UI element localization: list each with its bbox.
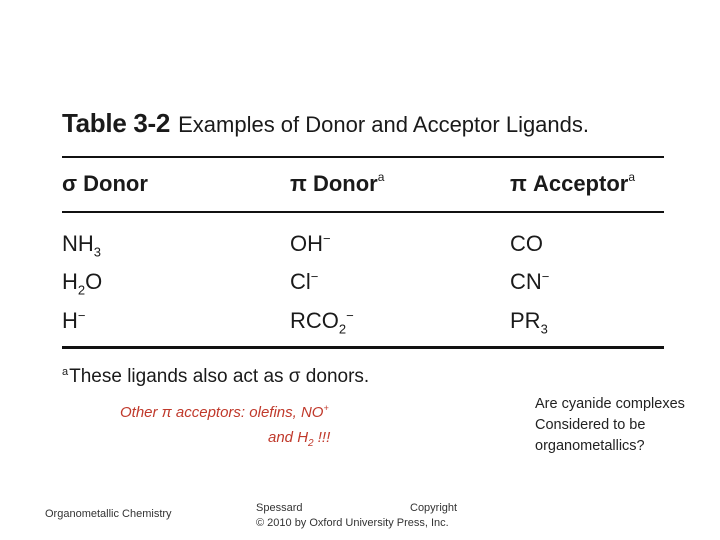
formula-charge: − — [346, 308, 354, 323]
cell-pr3 — [510, 308, 548, 336]
cell-rco2 — [290, 308, 354, 336]
footer-copyright-word: Copyright — [410, 502, 458, 514]
formula-base: RCO — [290, 308, 339, 333]
formula-subscript: 3 — [93, 244, 102, 260]
formula-base: Cl — [290, 269, 311, 294]
question-line2: Considered to be — [535, 417, 646, 433]
table-bottom-rule — [62, 346, 664, 349]
table-number: Table 3-2 — [62, 108, 171, 138]
note-subscript: 2 — [308, 438, 314, 449]
formula-rest: O — [85, 269, 103, 294]
other-acceptors-note — [120, 403, 329, 421]
footer-copyright — [256, 501, 458, 531]
cyanide-question — [535, 394, 685, 457]
table-top-rule — [62, 156, 664, 158]
formula-charge: − — [541, 269, 550, 284]
note-line2: and H — [268, 429, 309, 446]
formula-base: H — [62, 308, 78, 333]
header-label: π Acceptor — [510, 171, 629, 196]
cell-hydride — [62, 308, 85, 334]
header-footnote-mark: a — [628, 169, 636, 184]
cell-cl — [290, 269, 318, 295]
formula-base: NH — [62, 231, 94, 256]
formula-charge: − — [310, 269, 319, 284]
note-line1: Other π acceptors: olefins, NO — [120, 404, 324, 421]
formula-subscript: 2 — [77, 282, 86, 298]
formula-base: CO — [510, 231, 543, 256]
note-tail: !!! — [313, 429, 331, 446]
footnote-text: These ligands also act as σ donors. — [69, 366, 370, 387]
footer-author: Spessard — [256, 502, 303, 514]
table-caption: Examples of Donor and Acceptor Ligands. — [178, 112, 590, 137]
table-footnote — [62, 366, 369, 388]
footnote-mark: a — [62, 366, 69, 378]
cell-co — [510, 231, 543, 257]
note-charge: + — [323, 403, 329, 413]
formula-charge: − — [77, 308, 86, 323]
cell-oh — [290, 231, 331, 257]
formula-base: CN — [510, 269, 542, 294]
header-pi-acceptor — [510, 171, 635, 197]
formula-subscript: 2 — [338, 321, 347, 337]
header-label: σ Donor — [62, 171, 148, 196]
formula-subscript: 3 — [540, 321, 548, 337]
question-line3: organometallics? — [535, 438, 645, 454]
header-footnote-mark: a — [377, 169, 385, 184]
question-line1: Are cyanide complexes — [535, 396, 685, 412]
table-title — [62, 108, 589, 139]
header-rule — [62, 211, 664, 213]
footer-course-title: Organometallic Chemistry — [45, 508, 172, 520]
header-pi-donor — [290, 171, 384, 197]
formula-base: H — [62, 269, 78, 294]
cell-h2o — [62, 269, 102, 297]
formula-base: PR — [510, 308, 541, 333]
cell-nh3 — [62, 231, 101, 259]
formula-charge: − — [323, 231, 331, 246]
header-sigma-donor — [62, 171, 148, 197]
formula-base: OH — [290, 231, 323, 256]
other-acceptors-note-line2 — [268, 429, 330, 449]
header-label: π Donor — [290, 171, 378, 196]
cell-cn — [510, 269, 549, 295]
footer-publisher: © 2010 by Oxford University Press, Inc. — [256, 517, 449, 529]
